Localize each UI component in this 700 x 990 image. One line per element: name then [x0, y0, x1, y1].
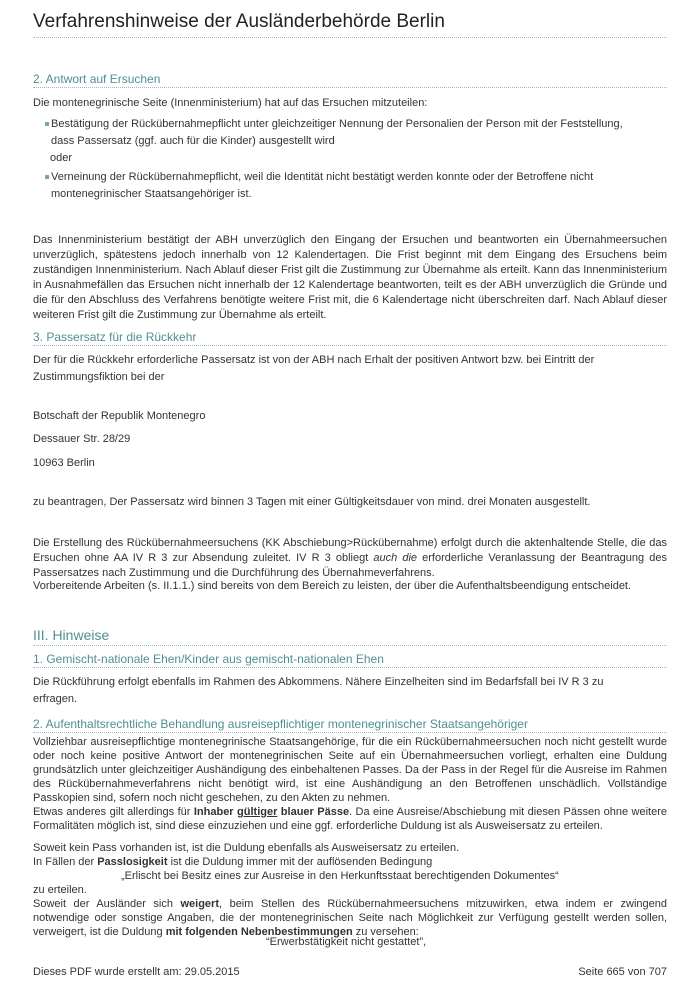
text-run: Soweit der Ausländer sich: [33, 898, 181, 910]
text-run: erforderliche Veranlassung der Beantragung des Passersatzes nach Zustimmung und die Durchführung des Übernahmeverfahrens.: [33, 552, 667, 579]
list-item-text: Bestätigung der Rückübernahmepflicht unter gleichzeitiger Nennung der Personalien der Person mit der Feststellung,: [51, 118, 623, 130]
address-line: Botschaft der Republik Montenegro: [33, 410, 206, 422]
section-heading: 2. Antwort auf Ersuchen: [33, 72, 161, 86]
paragraph: [33, 674, 667, 708]
paragraph: Die montenegrinische Seite (Innenministerium) hat auf das Ersuchen mitzuteilen:: [33, 97, 428, 109]
paragraph: [33, 805, 667, 833]
paragraph: Soweit kein Pass vorhanden ist, ist die Duldung ebenfalls als Ausweisersatz zu erteilen.: [33, 842, 460, 854]
paragraph: zu beantragen, Der Passersatz wird binnen 3 Tagen mit einer Gültigkeitsdauer von mind. drei Monaten ausgestellt.: [33, 496, 591, 508]
text-run: Die Erstellung des Rückübernahmeersuchens (KK Abschiebung>Rückübernahme) erfolgt durch die aktenhaltende Stelle, die das Ersuchen ohne AA IV R 3 zur Absendung zuleitet. IV R 3 obliegt: [33, 537, 667, 564]
paragraph: [33, 352, 667, 386]
text-line: Zustimmungsfiktion bei der: [33, 371, 165, 383]
bold-text: Inhaber: [193, 806, 238, 818]
divider: [33, 37, 667, 38]
text-run: . Da eine Ausreise/Abschiebung mit diesen Pässen ohne weitere Formalitäten möglich ist, sind diese einzuziehen und eine ggf. erforderliche Duldung ist als Ausweisersatz zu erteilen.: [33, 806, 667, 832]
paragraph: Das Innenministerium bestätigt der ABH unverzüglich den Eingang der Ersuchen und beantworten ein Übernahmeersuchen unverzüglich, spätestens jedoch innerhalb von 12 Kalendertagen. Die Frist beginnt mit dem Eingang des Ersuchens beim zuständigen Innenministerium. Nach Ablauf dieser Frist gilt die Zustimmung zur Übernahme als erteilt. Kann das Innenministerium in Ausnahmefällen das Ersuchen nicht innerhalb der 12 Kalendertage beantworten, teilt es der ABH unverzüglich die Gründe und die für den Abschluss des Verfahrens benötigte weitere Frist mit, die 6 Kalendertage nicht überschreiten darf. Nach Ablauf dieser weiteren Frist gilt die Zustimmung zur Übernahme als erteilt.: [33, 234, 667, 321]
list-item-text: Verneinung der Rückübernahmepflicht, weil die Identität nicht bestätigt werden konnte oder der Betroffene nicht: [51, 171, 594, 183]
divider: [33, 87, 667, 88]
text-run: ist die Duldung immer mit der auflösenden Bedingung: [167, 856, 433, 868]
bullet-icon: [45, 122, 49, 126]
bold-text: blauer Pässe: [277, 806, 350, 818]
bold-text: weigert: [180, 898, 219, 910]
underlined-text: gültiger: [237, 806, 278, 818]
list-item-text: montenegrinischer Staatsangehöriger ist.: [51, 188, 252, 200]
divider: [33, 345, 667, 346]
quote: „Erlischt bei Besitz eines zur Ausreise in den Herkunftsstaat berechtigenden Dokumentes“: [121, 870, 559, 882]
page-title: Verfahrenshinweise der Ausländerbehörde Berlin: [33, 11, 445, 32]
text-line: Die Rückführung erfolgt ebenfalls im Rahmen des Abkommens. Nähere Einzelheiten sind im Bedarfsfall bei IV R 3 zu: [33, 676, 604, 688]
address-line: 10963 Berlin: [33, 457, 95, 469]
bold-text: Passlosigkeit: [97, 856, 168, 868]
list-item: [45, 169, 665, 203]
bullet-icon: [45, 175, 49, 179]
address-line: Dessauer Str. 28/29: [33, 433, 131, 445]
text-run: , beim Stellen des Rückübernahmeersuchens mitzuwirken, etwa indem er zwingend notwendige oder sonstige Angaben, die der montenegrinischen Seite nach Möglichkeit zur Verfügung gestellt werden sollen, verweigert, ist die Duldung: [33, 898, 667, 938]
page-number: Seite 665 von 707: [578, 966, 667, 978]
footer-created: Dieses PDF wurde erstellt am: 29.05.2015: [33, 966, 240, 978]
list-item: [45, 116, 665, 167]
text-run: In Fällen der: [33, 856, 98, 868]
paragraph: [33, 855, 667, 869]
section-heading: 3. Passersatz für die Rückkehr: [33, 330, 197, 344]
text-line: Der für die Rückkehr erforderliche Passersatz ist von der ABH nach Erhalt der positiven Antwort bzw. bei Eintritt der: [33, 354, 595, 366]
paragraph: Vorbereitende Arbeiten (s. II.1.1.) sind bereits von dem Bereich zu leisten, der über die Aufenthaltsbeendigung entscheidet.: [33, 580, 632, 592]
divider: [33, 645, 667, 646]
paragraph: [33, 536, 667, 581]
conjunction: oder: [50, 152, 73, 164]
quote: “Erwerbstätigkeit nicht gestattet”,: [266, 936, 427, 948]
section-heading: 2. Aufenthaltsrechtliche Behandlung ausreisepflichtiger montenegrinischer Staatsangehöriger: [33, 717, 528, 731]
paragraph: [33, 897, 667, 939]
text-run: Etwas anderes gilt allerdings für: [33, 806, 194, 818]
divider: [33, 732, 667, 733]
paragraph: Vollziehbar ausreisepflichtige montenegrinische Staatsangehörige, für die ein Rückübernahmeersuchen noch nicht gestellt wurde oder noch keine positive Antwort der montenegrinischen Seite auf ein Übernahmeersuchen vorliegt, erhalten eine Duldung grundsätzlich unter gleichzeitiger Aushändigung des einbehaltenen Passes. Da der Pass in der Regel für die Ausreise im Rahmen des Rückübernahmeverfahrens nicht benötigt wird, ist eine Aushändigung an den Betroffenen unschädlich. Vollständige Passkopien sind, sofern noch nicht geschehen, zu den Akten zu nehmen.: [33, 736, 667, 804]
bold-text: mit folgenden Nebenbestimmungen: [165, 926, 353, 938]
divider: [33, 667, 667, 668]
list-item-text: dass Passersatz (ggf. auch für die Kinder) ausgestellt wird: [51, 135, 335, 147]
chapter-heading: III. Hinweise: [33, 627, 110, 643]
text-run: zu versehen:: [352, 926, 419, 938]
paragraph: zu erteilen.: [33, 884, 87, 896]
section-heading: 1. Gemischt-nationale Ehen/Kinder aus gemischt-nationalen Ehen: [33, 652, 384, 666]
text-line: erfragen.: [33, 693, 78, 705]
emphasis-text: auch die: [373, 552, 418, 564]
